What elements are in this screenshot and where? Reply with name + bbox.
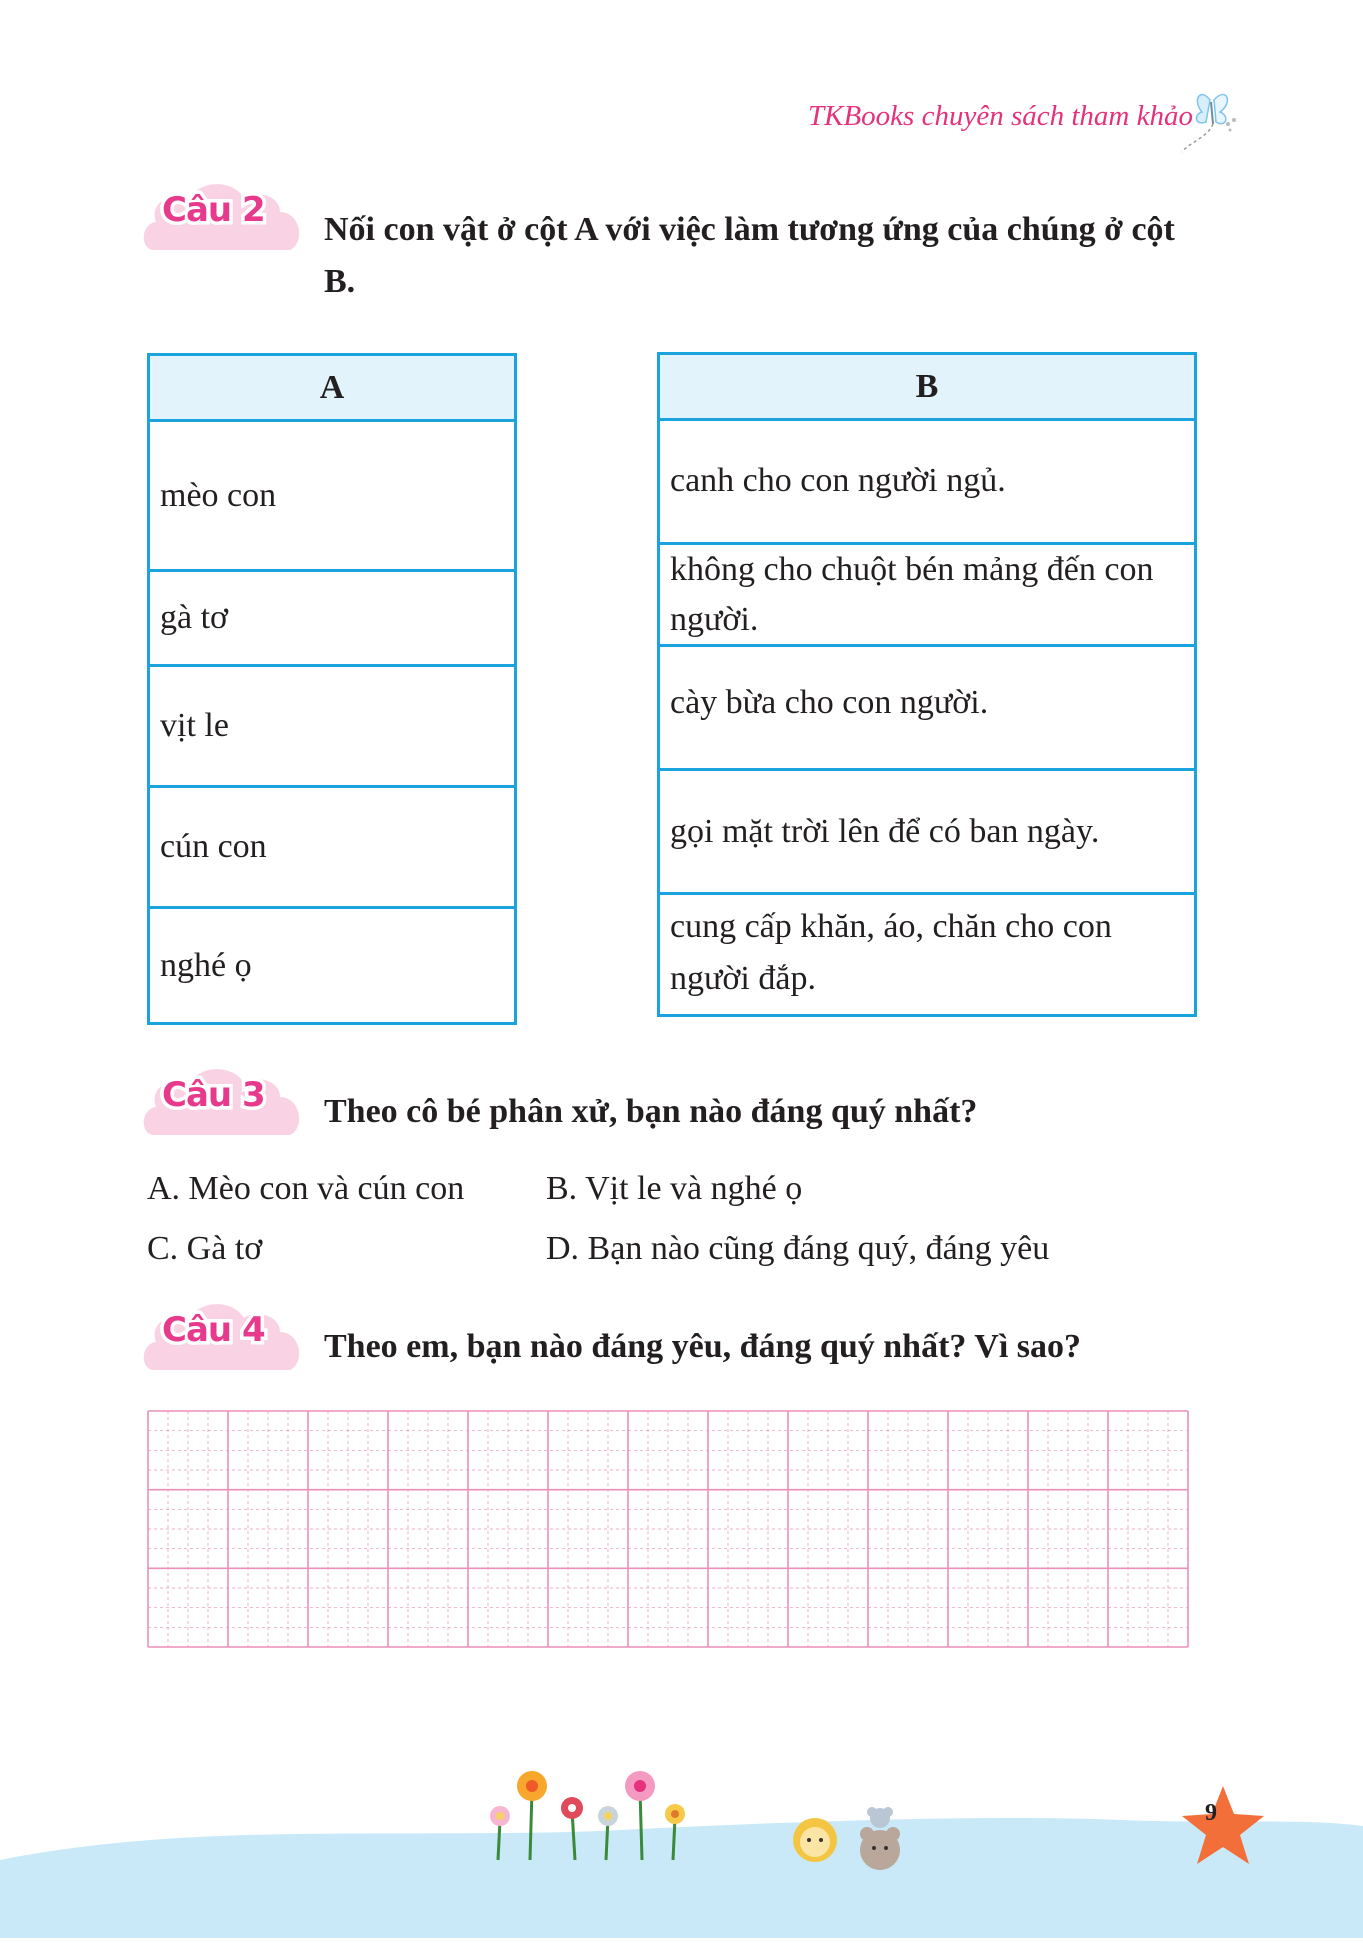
bear-icon <box>860 1807 900 1870</box>
table-b-row: canh cho con người ngủ. <box>660 421 1194 545</box>
question4-text: Theo em, bạn nào đáng yêu, đáng quý nhất? Vì sao? <box>324 1328 1082 1365</box>
option-d[interactable]: D. Bạn nào cũng đáng quý, đáng yêu <box>546 1230 1050 1267</box>
bottom-decoration <box>0 1760 1363 1943</box>
question3-badge <box>140 1057 310 1149</box>
book-header: TKBooks chuyên sách tham khảo <box>808 100 1193 132</box>
question3-badge-label: Câu 3 <box>162 1075 265 1115</box>
table-a-row: mèo con <box>150 422 514 572</box>
table-a-row: vịt le <box>150 667 514 788</box>
butterfly-icon <box>1180 82 1260 167</box>
question2-text: Nối con vật ở cột A với việc làm tương ứng của chúng ở cột B. <box>324 211 1175 300</box>
writing-grid[interactable] <box>147 1410 1189 1653</box>
table-a-header: A <box>150 356 514 422</box>
table-a <box>147 353 517 1025</box>
table-b-row: không cho chuột bén mảng đến con người. <box>660 545 1194 647</box>
page-number: 9 <box>1205 1800 1217 1826</box>
question4-badge-label: Câu 4 <box>162 1310 265 1350</box>
option-c[interactable]: C. Gà tơ <box>147 1230 263 1267</box>
option-a[interactable]: A. Mèo con và cún con <box>147 1170 465 1207</box>
question2-badge <box>140 172 310 264</box>
table-a-row: gà tơ <box>150 572 514 667</box>
table-b-row: cung cấp khăn, áo, chăn cho con người đắp. <box>670 908 1112 997</box>
question4-badge <box>140 1292 310 1384</box>
option-b[interactable]: B. Vịt le và nghé ọ <box>546 1170 803 1207</box>
question2-badge-label: Câu 2 <box>162 190 265 230</box>
table-a-row: nghé ọ <box>160 946 252 984</box>
table-a-row: cún con <box>150 788 514 909</box>
table-b <box>657 352 1197 1017</box>
table-b-row: cày bừa cho con người. <box>660 647 1194 771</box>
question3-text: Theo cô bé phân xử, bạn nào đáng quý nhất? <box>324 1093 978 1130</box>
lion-icon <box>793 1818 837 1862</box>
table-b-header: B <box>660 355 1194 421</box>
table-b-row: gọi mặt trời lên để có ban ngày. <box>660 771 1194 895</box>
